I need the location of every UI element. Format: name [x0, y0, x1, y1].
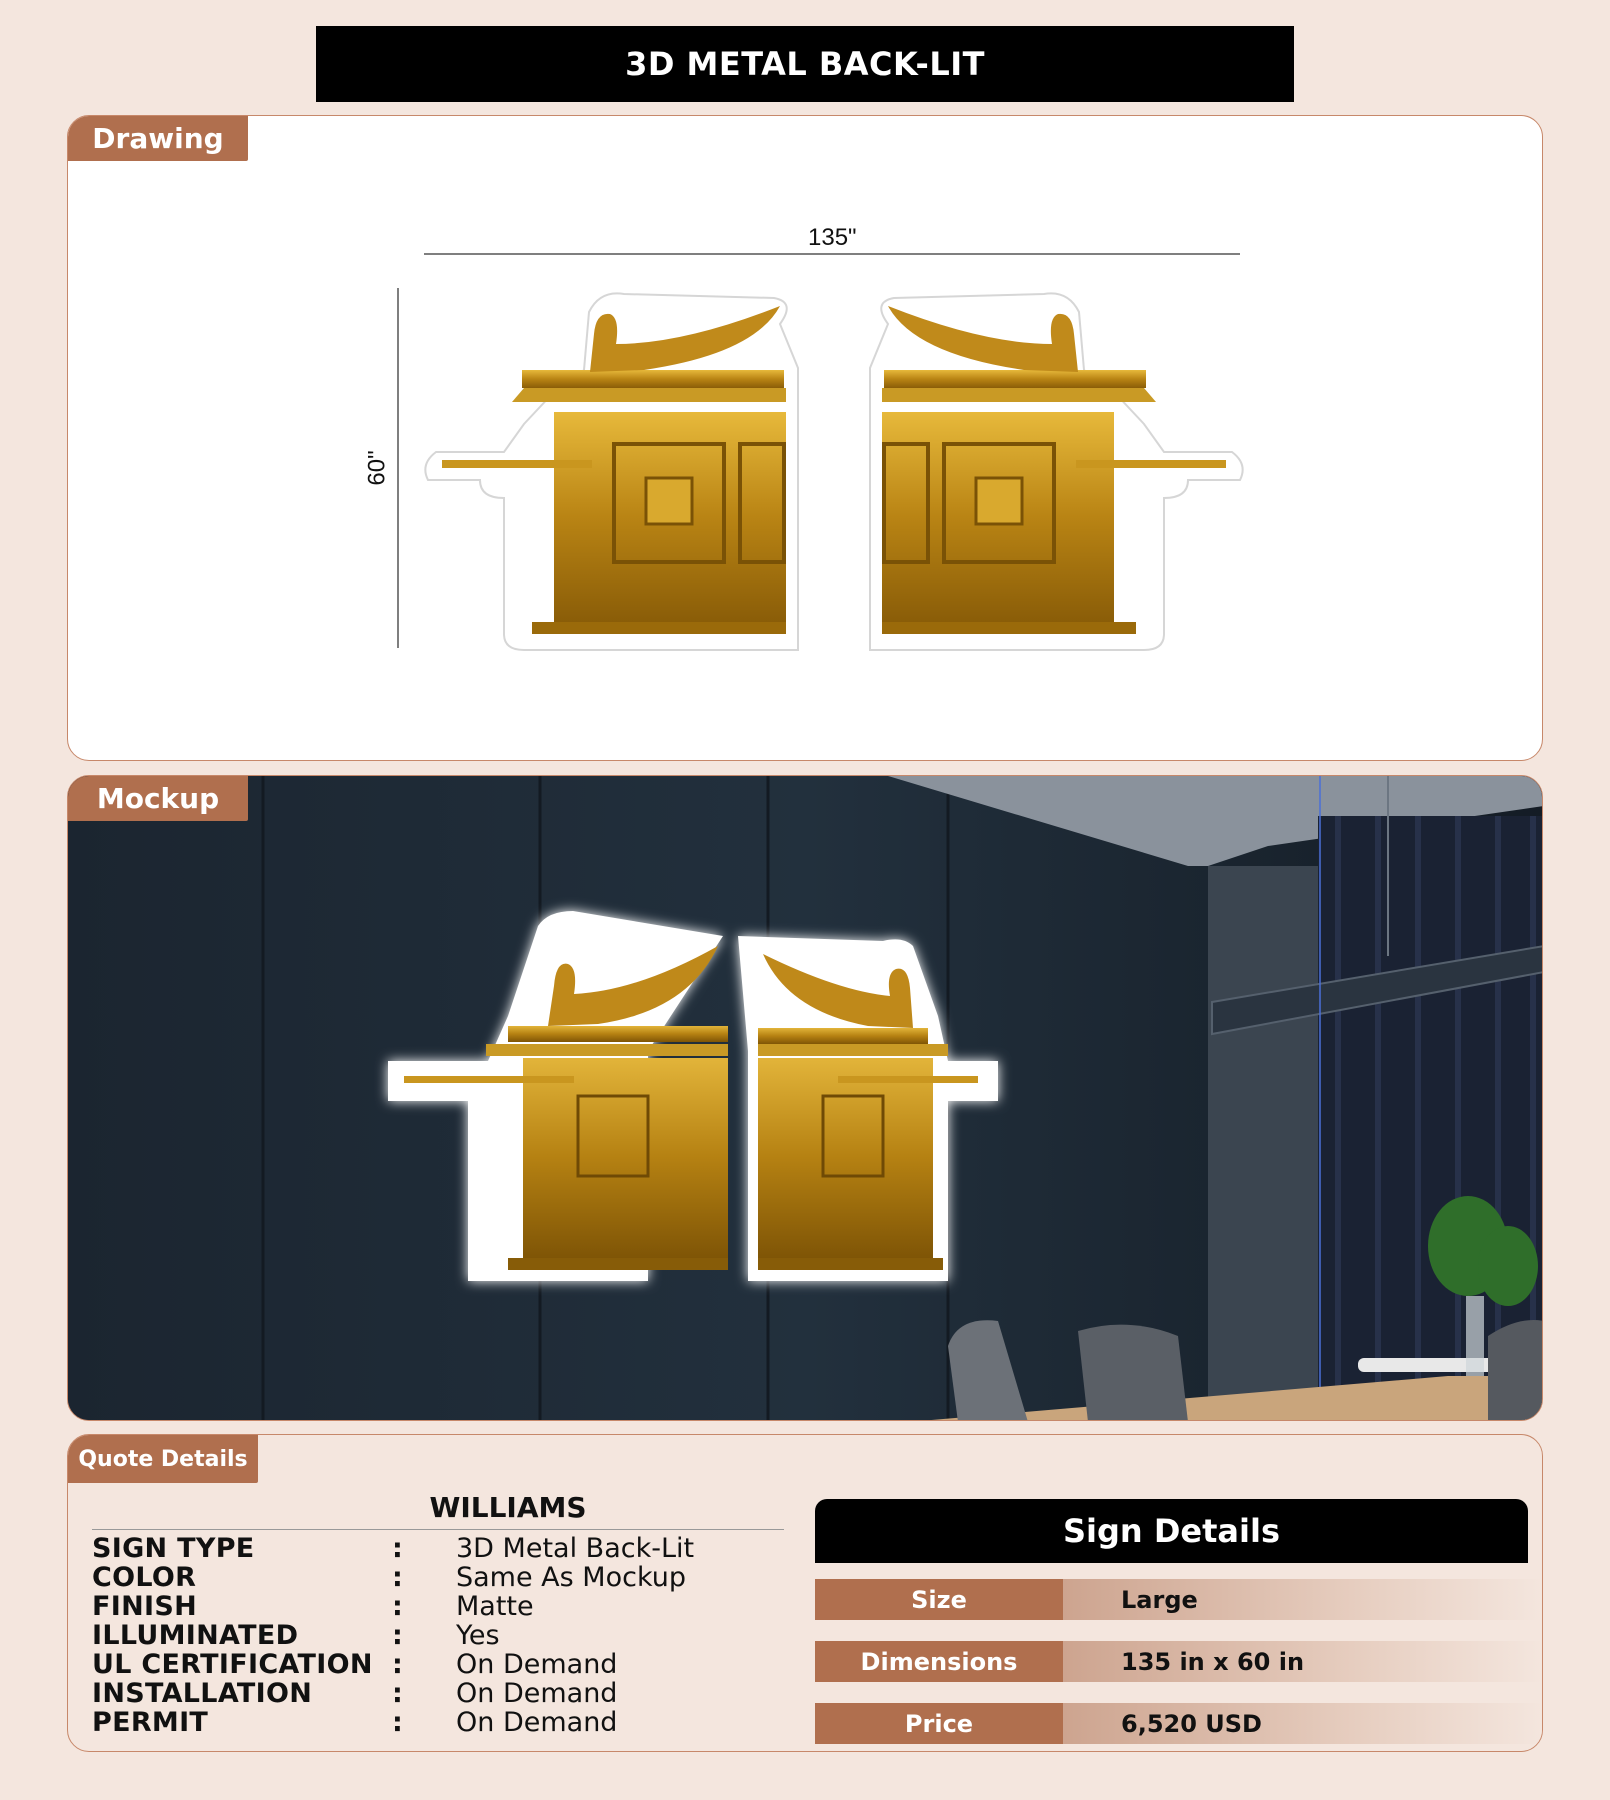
spec-row-installation: [92, 1678, 792, 1707]
drawing-panel: [67, 115, 1543, 761]
spec-row-permit: [92, 1707, 792, 1736]
spec-value: 3D Metal Back-Lit: [456, 1533, 695, 1564]
sign-detail-row-size: [815, 1579, 1543, 1620]
sign-details-heading: Sign Details: [815, 1499, 1528, 1563]
spec-value: Same As Mockup: [456, 1562, 687, 1593]
sign-detail-value: 135 in x 60 in: [1063, 1641, 1543, 1682]
spec-colon: :: [392, 1678, 403, 1709]
spec-value: On Demand: [456, 1678, 618, 1709]
sign-detail-row-dimensions: [815, 1641, 1543, 1682]
spec-value: On Demand: [456, 1707, 618, 1738]
spec-key: SIGN TYPE: [92, 1533, 255, 1564]
drawing-tab-label: Drawing: [68, 116, 248, 161]
spec-key: COLOR: [92, 1562, 197, 1593]
quote-details-tab-label: Quote Details: [68, 1435, 258, 1483]
spec-key: FINISH: [92, 1591, 197, 1622]
spec-colon: :: [392, 1562, 403, 1593]
page-title: 3D METAL BACK-LIT: [316, 26, 1294, 102]
mockup-panel: [67, 775, 1543, 1421]
sign-detail-row-price: [815, 1703, 1543, 1744]
width-dimension-label: 135": [808, 224, 857, 251]
height-dimension-label: 60": [363, 450, 391, 486]
sign-detail-key: Dimensions: [815, 1641, 1063, 1682]
spec-colon: :: [392, 1620, 403, 1651]
mockup-tab-label: Mockup: [68, 776, 248, 821]
spec-key: PERMIT: [92, 1707, 209, 1738]
ark-sign-drawing: [424, 284, 1244, 664]
spec-row-illuminated: [92, 1620, 792, 1649]
spec-row-sign-type: [92, 1533, 792, 1562]
client-divider: [92, 1529, 784, 1530]
spec-key: INSTALLATION: [92, 1678, 313, 1709]
spec-colon: :: [392, 1591, 403, 1622]
sign-detail-value: Large: [1063, 1579, 1543, 1620]
sign-detail-value: 6,520 USD: [1063, 1703, 1543, 1744]
spec-row-color: [92, 1562, 792, 1591]
spec-key: UL CERTIFICATION: [92, 1649, 373, 1680]
client-name: WILLIAMS: [429, 1491, 587, 1524]
spec-row-finish: [92, 1591, 792, 1620]
sign-detail-key: Size: [815, 1579, 1063, 1620]
quote-details-panel: [67, 1434, 1543, 1752]
spec-colon: :: [392, 1533, 403, 1564]
spec-value: Yes: [456, 1620, 500, 1651]
spec-row-ul-certification: [92, 1649, 792, 1678]
spec-colon: :: [392, 1707, 403, 1738]
mockup-room-scene: [68, 776, 1543, 1421]
spec-key: ILLUMINATED: [92, 1620, 299, 1651]
spec-value: Matte: [456, 1591, 534, 1622]
spec-value: On Demand: [456, 1649, 618, 1680]
sign-detail-key: Price: [815, 1703, 1063, 1744]
spec-colon: :: [392, 1649, 403, 1680]
